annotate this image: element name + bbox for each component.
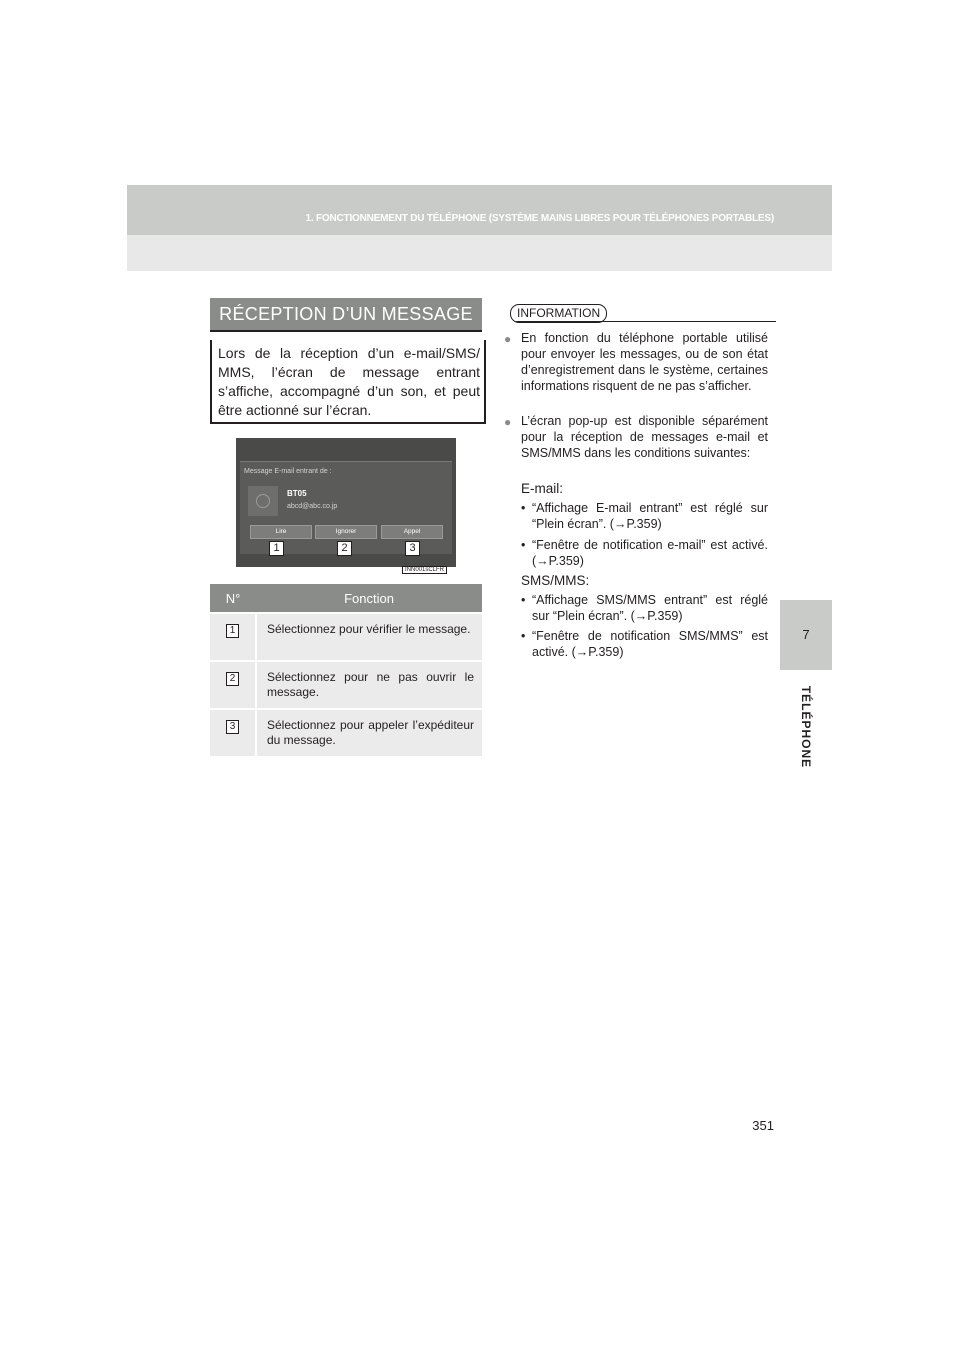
row-description: Sélectionnez pour ne pas ouvrir le message.	[267, 670, 474, 699]
email-point: • “Affichage E-mail entrant” est réglé sur “Plein écran”. (→P.359)	[521, 501, 768, 531]
ignore-button[interactable]: Ignorer	[315, 525, 377, 539]
sms-point: • “Fenêtre de notification SMS/MMS” est activé. (→P.359)	[521, 629, 768, 659]
row-number: 3	[226, 720, 239, 734]
call-button[interactable]: Appel	[381, 525, 443, 539]
intro-text: Lors de la réception d’un e-mail/SMS/ MMS, l’écran de message entrant s’affiche, accompagné d’un son, et peut être actionné sur l’écran.	[210, 340, 486, 424]
table-header-number: N°	[210, 584, 256, 613]
bullet-icon: ●	[504, 332, 512, 346]
page-number: 351	[752, 1118, 774, 1133]
table-row	[210, 709, 482, 756]
email-heading: E-mail:	[521, 481, 564, 496]
callout-3: 3	[405, 541, 420, 556]
table-header-function: Fonction	[256, 584, 482, 613]
information-label: INFORMATION	[510, 304, 607, 323]
info-item: ● En fonction du téléphone portable utilisé pour envoyer les messages, ou de son état d’enregistrement dans le système, certaines informations risquent de ne pas s’afficher.	[504, 331, 768, 393]
email-point: • “Fenêtre de notification e-mail” est activé. (→P.359)	[521, 538, 768, 568]
row-description: Sélectionnez pour appeler l’expéditeur du message.	[267, 718, 474, 747]
header-band-lower	[127, 235, 832, 271]
sms-point: • “Affichage SMS/MMS entrant” est réglé sur “Plein écran”. (→P.359)	[521, 593, 768, 623]
contact-name: BT05	[287, 489, 307, 498]
chapter-label: TÉLÉPHONE	[799, 685, 813, 769]
chapter-title: 1. FONCTIONNEMENT DU TÉLÉPHONE (SYSTÈME MAINS LIBRES POUR TÉLÉPHONES PORTABLES)	[305, 213, 774, 224]
section-title: RÉCEPTION D’UN MESSAGE	[219, 304, 473, 324]
read-button[interactable]: Lire	[250, 525, 312, 539]
row-number: 2	[226, 672, 239, 686]
callout-2: 2	[337, 541, 352, 556]
callout-1: 1	[269, 541, 284, 556]
loading-icon	[256, 494, 270, 508]
message-screen-illustration	[236, 438, 456, 567]
row-description: Sélectionnez pour vérifier le message.	[267, 622, 471, 636]
function-table	[210, 584, 482, 756]
info-item: ● L’écran pop-up est disponible séparément pour la réception de messages e-mail et SMS/MMS dans les conditions suivantes:	[504, 414, 768, 460]
popup-heading: Message E-mail entrant de :	[244, 468, 332, 475]
image-code: INN001sCLFR	[402, 566, 447, 574]
table-row	[210, 613, 482, 661]
table-row	[210, 661, 482, 709]
chapter-number: 7	[802, 627, 810, 642]
information-rule	[516, 321, 776, 322]
bullet-icon: ●	[504, 415, 512, 429]
row-number: 1	[226, 624, 239, 638]
contact-email: abcd@abc.co.jp	[287, 503, 338, 510]
header-band	[127, 185, 832, 235]
sms-heading: SMS/MMS:	[521, 573, 590, 588]
